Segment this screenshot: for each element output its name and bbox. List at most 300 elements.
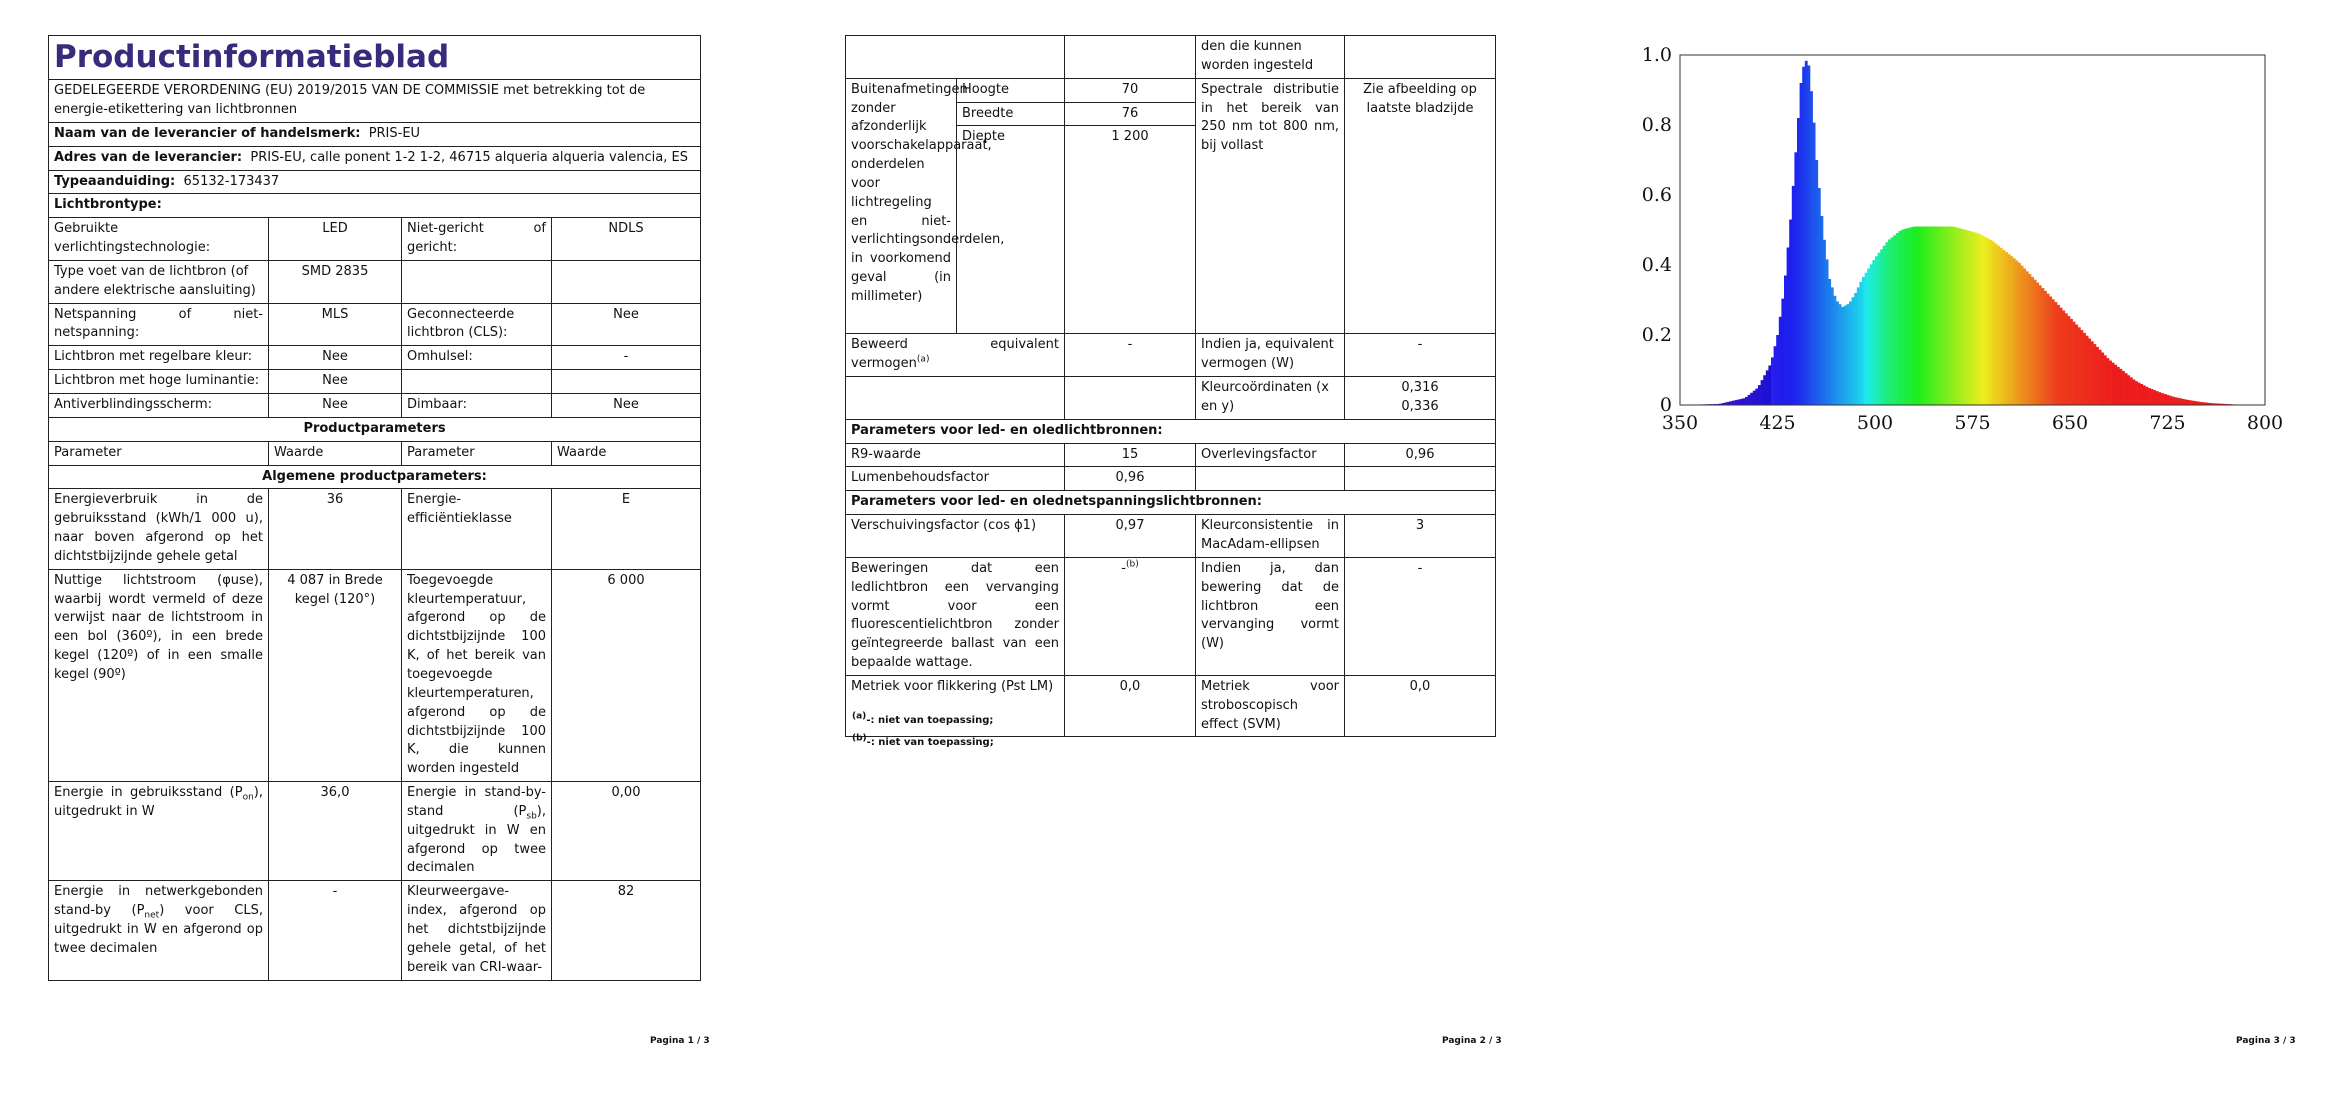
x-tick-label: 650: [2051, 412, 2089, 434]
spectrum-bar: [2117, 367, 2120, 405]
spectrum-bar: [1917, 227, 1920, 406]
spectrum-bar: [1763, 375, 1766, 405]
col-header-value: Waarde: [552, 441, 701, 465]
spectrum-bar: [2179, 398, 2182, 405]
x-tick-label: 725: [2149, 412, 2186, 434]
spectrum-bar: [2104, 355, 2107, 405]
macadam-value: 3: [1345, 515, 1496, 558]
spectrum-bar: [1818, 188, 1821, 405]
spectrum-bar: [1755, 389, 1758, 405]
mains-label: Netspanning of niet-netspanning:: [49, 303, 269, 346]
col-header-value: Waarde: [269, 441, 402, 465]
spectrum-bar: [1839, 304, 1842, 405]
ifyes-value: -: [1345, 334, 1496, 377]
colour-tunable-value: Nee: [269, 346, 402, 370]
spectrum-bar: [1904, 229, 1907, 405]
spectrum-bar: [2028, 274, 2031, 405]
page-1: [0, 0, 745, 1101]
general-params-heading: Algemene productparameters:: [49, 465, 701, 489]
page-number: Pagina 1 / 3: [650, 1036, 710, 1046]
spectrum-bar: [1833, 296, 1836, 405]
empty-cell: [552, 370, 701, 394]
spectrum-bar: [2140, 384, 2143, 405]
flicker-value: 0,0: [1065, 675, 1196, 737]
spectrum-bar: [1935, 227, 1938, 406]
spectrum-bar: [1846, 304, 1849, 405]
footnote-b: $^{(b)}$-: niet van toepassing;: [852, 733, 994, 748]
macadam-label: Kleurconsistentie in MacAdam-ellipsen: [1196, 515, 1345, 558]
spectrum-bar: [1891, 237, 1894, 405]
spectrum-bar: [1930, 227, 1933, 406]
address-row: [49, 146, 701, 170]
antiglare-value: Nee: [269, 394, 402, 418]
x-tick-label: 500: [1856, 412, 1894, 434]
spectrum-bar: [1883, 246, 1886, 405]
cct-value: 6 000: [552, 569, 701, 781]
spectrum-bar: [2023, 269, 2026, 406]
psb-label: Energie in stand-by-stand $(P_{sb})$, uitgedrukt in W en afgerond op twee decimalen: [402, 782, 552, 881]
spectrum-bar: [2119, 369, 2122, 405]
spectrum-bar: [2073, 322, 2076, 405]
spectrum-bar: [2021, 266, 2024, 405]
tech-value: LED: [269, 218, 402, 261]
spectrum-bar: [2005, 252, 2008, 405]
spectrum-bar: [1740, 399, 1743, 405]
spectrum-bar: [2070, 319, 2073, 405]
x-tick-label: 575: [1954, 412, 1991, 434]
model-label: Typeaanduiding:: [54, 173, 176, 189]
spectrum-bar: [2000, 248, 2003, 405]
spectrum-bar: [1880, 249, 1883, 405]
spectrum-bar: [1979, 234, 1982, 405]
replace-ifyes-label: Indien ja, dan bewering dat de lichtbron een vervanging vormt (W): [1196, 557, 1345, 675]
spectrum-bar: [2096, 347, 2099, 405]
spectrum-bar: [1885, 242, 1888, 405]
spectrum-bar: [1748, 395, 1751, 405]
high-luminance-label: Lichtbron met hoge luminantie:: [49, 370, 269, 394]
page-number: Pagina 3 / 3: [2236, 1036, 2296, 1046]
spectrum-bar: [2153, 390, 2156, 405]
spectrum-bar: [2091, 341, 2094, 405]
spectrum-bar: [2169, 396, 2172, 405]
spectrum-bar: [1807, 66, 1810, 406]
spectrum-bar: [1982, 236, 1985, 405]
spectrum-bar: [2125, 373, 2128, 405]
spectrum-bar: [1758, 385, 1761, 405]
replace-ifyes-value: -: [1345, 557, 1496, 675]
connected-value: Nee: [552, 303, 701, 346]
spectrum-bar: [1987, 238, 1990, 405]
spectrum-bar: [2174, 397, 2177, 405]
spectrum-bar: [1831, 287, 1834, 405]
x-tick-label: 350: [1661, 412, 1699, 434]
spectrum-bar: [1992, 242, 1995, 405]
spectrum-bar: [1865, 273, 1868, 405]
spectrum-bar: [1974, 232, 1977, 405]
cri-label: Kleurweergave-index, afgerond op het dichtstbijzijnde gehele getal, of het bereik van CRI-waar-: [402, 881, 552, 981]
spectrum-bar: [1963, 230, 1966, 405]
spectrum-bar: [1956, 228, 1959, 405]
spectrum-bar: [2093, 344, 2096, 405]
spectrum-bar: [2099, 350, 2102, 405]
regulation-text: GEDELEGEERDE VERORDENING (EU) 2019/2015 VAN DE COMMISSIE met betrekking tot de energie-etikettering van lichtbronnen: [49, 80, 701, 123]
spectrum-bar: [1766, 370, 1769, 405]
spectrum-bar: [1867, 269, 1870, 406]
spectrum-bar: [2145, 387, 2148, 405]
spectrum-bar: [1984, 237, 1987, 405]
col-header-param: Parameter: [49, 441, 269, 465]
spectrum-bar: [1872, 260, 1875, 405]
y-tick-label: 0.2: [1641, 324, 1672, 346]
x-tick-label: 800: [2246, 412, 2284, 434]
supplier-row: [49, 122, 701, 146]
spectrum-bar: [1943, 227, 1946, 406]
y-tick-label: 1.0: [1641, 44, 1672, 66]
flux-label: Nuttige lichtstroom (φuse), waarbij wordt vermeld of deze verwijst naar de lichtstroom in een bol (360º), in een brede kegel (120º) of in een smalle kegel (90º): [49, 569, 269, 781]
spectrum-bar: [1914, 227, 1917, 406]
spectrum-bar: [2171, 397, 2174, 405]
spectrum-bar: [2041, 288, 2044, 405]
energy-consumption-label: Energieverbruik in de gebruiksstand (kWh/1 000 u), naar boven afgerond op het dichtstbijzijnde gehele getal: [49, 489, 269, 569]
mains-value: MLS: [269, 303, 402, 346]
spectrum-bar: [2018, 263, 2021, 405]
spectrum-bar: [1971, 232, 1974, 405]
width-label: Breedte: [957, 102, 1065, 126]
spectrum-bar: [2065, 313, 2068, 405]
dimmable-label: Dimbaar:: [402, 394, 552, 418]
spectrum-bar: [1813, 123, 1816, 405]
spectrum-bar: [1953, 227, 1956, 405]
spectrum-bar: [2101, 353, 2104, 406]
spectrum-bar: [1995, 244, 1998, 405]
spectrum-bar: [1753, 391, 1756, 405]
spectrum-bar: [2135, 381, 2138, 405]
directional-value: NDLS: [552, 218, 701, 261]
product-info-table-page-2: [845, 35, 1496, 737]
pon-value: 36,0: [269, 782, 402, 881]
empty-cell: [1065, 377, 1196, 420]
spectrum-bar: [1828, 279, 1831, 405]
empty-cell: [1065, 36, 1196, 79]
lumen-maint-value: 0,96: [1065, 467, 1196, 491]
envelope-value: -: [552, 346, 701, 370]
spectrum-bar: [2182, 399, 2185, 405]
antiglare-label: Antiverblindingsscherm:: [49, 394, 269, 418]
spectrum-bar: [1784, 276, 1787, 406]
spectrum-bar: [1857, 287, 1860, 405]
y-tick-label: 0.4: [1641, 254, 1672, 276]
spectral-distribution-chart: [1635, 40, 2295, 440]
x-tick-label: 425: [1759, 412, 1796, 434]
spectrum-bar: [1800, 83, 1803, 405]
spectrum-bar: [1950, 227, 1953, 406]
spectrum-bar: [2002, 250, 2005, 405]
spectrum-bar: [1961, 229, 1964, 405]
spectrum-bar: [2047, 294, 2050, 405]
empty-cell: [1196, 467, 1345, 491]
survival-value: 0,96: [1345, 443, 1496, 467]
spectrum-bar: [1862, 277, 1865, 405]
spectrum-bar: [1836, 301, 1839, 405]
spectrum-bar: [1737, 399, 1740, 405]
spectrum-bar: [2177, 398, 2180, 405]
spectrum-bar: [1849, 301, 1852, 405]
spectrum-bar: [1844, 306, 1847, 405]
spectrum-bar: [2151, 389, 2154, 405]
spectrum-bar: [2036, 283, 2039, 406]
spectrum-bar: [2197, 402, 2200, 405]
supplier-value: PRIS-EU: [368, 125, 421, 141]
spectral-value: Zie afbeelding op laatste bladzijde: [1345, 78, 1496, 334]
spectrum-bar: [2184, 399, 2187, 405]
spectrum-bar: [1911, 227, 1914, 405]
spectrum-bar: [1852, 297, 1855, 405]
spectrum-bar: [2026, 271, 2029, 405]
spectrum-bar: [1776, 335, 1779, 405]
width-value: 76: [1065, 102, 1196, 126]
spectrum-bar: [2060, 308, 2063, 405]
spectrum-bar: [2078, 327, 2081, 405]
spectrum-bar: [2148, 388, 2151, 405]
spectrum-bar: [1958, 228, 1961, 405]
chroma-label: Kleurcoördinaten (x en y): [1196, 377, 1345, 420]
spectrum-bar: [2106, 358, 2109, 405]
spectrum-bar: [1815, 160, 1818, 405]
spectrum-bar: [2080, 330, 2083, 405]
spectral-label: Spectrale distributie in het bereik van 250 nm tot 800 nm, bij vollast: [1196, 78, 1345, 334]
spectrum-bar: [1927, 227, 1930, 406]
claimed-label: Beweerd equivalent vermogen$^{(a)}$: [846, 334, 1065, 377]
energy-class-value: E: [552, 489, 701, 569]
spectrum-bar: [1859, 282, 1862, 405]
spectrum-bar: [2158, 392, 2161, 405]
spectrum-bar: [1797, 118, 1800, 405]
r9-label: R9-waarde: [846, 443, 1065, 467]
spectrum-bar: [2010, 256, 2013, 405]
spectrum-bar: [2187, 400, 2190, 405]
spectrum-bar: [2190, 400, 2193, 405]
spectrum-bar: [1909, 228, 1912, 405]
spectrum-bar: [1932, 227, 1935, 406]
cap-value: SMD 2835: [269, 260, 402, 303]
spectrum-bar: [1781, 299, 1784, 405]
envelope-label: Omhulsel:: [402, 346, 552, 370]
depth-value: 1 200: [1065, 126, 1196, 334]
spectrum-bar: [1750, 393, 1753, 405]
spectrum-bar: [2156, 391, 2159, 405]
lightsource-type-heading: Lichtbrontype:: [49, 194, 701, 218]
led-params-heading: Parameters voor led- en oledlichtbronnen:: [846, 419, 1496, 443]
empty-cell: [846, 377, 1065, 420]
spectrum-bar: [2161, 393, 2164, 405]
spectrum-bar: [2166, 395, 2169, 405]
colour-tunable-label: Lichtbron met regelbare kleur:: [49, 346, 269, 370]
spectrum-bar: [2086, 336, 2089, 405]
spectrum-bar: [1841, 307, 1844, 405]
y-tick-label: 0: [1659, 394, 1672, 416]
flicker-label: Metriek voor flikkering (Pst LM): [846, 675, 1065, 737]
spectrum-bar: [1945, 227, 1948, 406]
spectrum-bar: [1875, 256, 1878, 405]
spectrum-bar: [1922, 227, 1925, 406]
claimed-value: -: [1065, 334, 1196, 377]
spectrum-bar: [1901, 230, 1904, 405]
model-value: 65132-173437: [183, 173, 280, 189]
col-header-param: Parameter: [402, 441, 552, 465]
lumen-maint-label: Lumenbehoudsfactor: [846, 467, 1065, 491]
spectrum-bar: [1966, 230, 1969, 405]
empty-cell: [402, 260, 552, 303]
energy-class-label: Energie-efficiëntieklasse: [402, 489, 552, 569]
spectrum-bar: [2132, 379, 2135, 405]
spectrum-bar: [1898, 231, 1901, 405]
spectrum-bars: [1688, 61, 2253, 405]
spectrum-bar: [2044, 291, 2047, 405]
spectrum-bar: [1802, 67, 1805, 405]
cap-label: Type voet van de lichtbron (of andere elektrische aansluiting): [49, 260, 269, 303]
replace-value: -$^{(b)}$: [1065, 557, 1196, 675]
address-value: PRIS-EU, calle ponent 1-2 1-2, 46715 alqueria alqueria valencia, ES: [250, 149, 688, 165]
spectrum-bar: [2109, 361, 2112, 405]
spectrum-bar: [2008, 254, 2011, 405]
spectrum-bar: [1989, 240, 1992, 405]
replace-label: Beweringen dat een ledlichtbron een vervanging vormt voor een fluorescentielichtbron zonder geïntegreerde ballast van een bepaalde wattage.: [846, 557, 1065, 675]
spectrum-bar: [1924, 227, 1927, 406]
model-row: [49, 170, 701, 194]
spectrum-bar: [2015, 260, 2018, 405]
spectrum-bar: [2088, 339, 2091, 406]
survival-label: Overlevingsfactor: [1196, 443, 1345, 467]
spectrum-bar: [2031, 277, 2034, 405]
supplier-label: Naam van de leverancier of handelsmerk:: [54, 125, 361, 141]
psb-value: 0,00: [552, 782, 701, 881]
spectrum-bar: [2057, 305, 2060, 405]
spectrum-bar: [1779, 317, 1782, 405]
displacement-value: 0,97: [1065, 515, 1196, 558]
spectrum-bar: [1735, 400, 1738, 405]
spectrum-bar: [1768, 365, 1771, 405]
spectrum-bar: [1937, 227, 1940, 406]
spectrum-bar: [2054, 302, 2057, 405]
mains-led-params-heading: Parameters voor led- en olednetspanningslichtbronnen:: [846, 491, 1496, 515]
spectrum-bar: [1906, 228, 1909, 405]
empty-cell: [1345, 36, 1496, 79]
pnet-value: -: [269, 881, 402, 981]
spectrum-bar: [1761, 380, 1764, 405]
spectrum-bar: [1732, 401, 1735, 405]
r9-value: 15: [1065, 443, 1196, 467]
spectrum-bar: [2164, 394, 2167, 405]
y-tick-label: 0.8: [1641, 114, 1672, 136]
spectrum-bar: [1789, 220, 1792, 406]
dimmable-value: Nee: [552, 394, 701, 418]
directional-label: Niet-gericht of gericht:: [402, 218, 552, 261]
spectrum-bar: [2130, 377, 2133, 405]
spectrum-bar: [2114, 365, 2117, 405]
product-params-heading: Productparameters: [49, 417, 701, 441]
spectrum-bar: [1969, 231, 1972, 405]
flux-value: 4 087 in Brede kegel (120°): [269, 569, 402, 781]
high-luminance-value: Nee: [269, 370, 402, 394]
spectrum-bar: [2083, 333, 2086, 405]
connected-label: Geconnecteerde lichtbron (CLS):: [402, 303, 552, 346]
empty-cell: [1345, 467, 1496, 491]
spectrum-bar: [2143, 385, 2146, 405]
spectrum-bar: [1787, 248, 1790, 406]
spectrum-bar: [1870, 264, 1873, 405]
spectrum-bar: [1774, 346, 1777, 405]
empty-cell: [402, 370, 552, 394]
spectrum-bar: [1940, 227, 1943, 406]
cct-continued-text: den die kunnen worden ingesteld: [1196, 36, 1345, 79]
spectrum-bar: [1823, 240, 1826, 405]
spectrum-bar: [1771, 357, 1774, 405]
chroma-value: 0,316 0,336: [1345, 377, 1496, 420]
spectrum-bar: [2138, 383, 2141, 405]
product-info-table-page-1: [48, 35, 701, 981]
document-title: Productinformatieblad: [49, 36, 701, 80]
height-value: 70: [1065, 78, 1196, 102]
spectrum-bar: [2075, 325, 2078, 406]
empty-cell: [552, 260, 701, 303]
cct-label: Toegevoegde kleurtemperatuur, afgerond op de dichtstbijzijnde 100 K, of het bereik van toegevoegde kleurtemperaturen, afgerond op de dichtstbijzijnde 100 K, die kunnen worden ingesteld: [402, 569, 552, 781]
displacement-label: Verschuivingsfactor (cos ϕ1): [846, 515, 1065, 558]
pon-label: Energie in gebruiksstand $(P_{on})$, uitgedrukt in W: [49, 782, 269, 881]
spectrum-bar: [1854, 293, 1857, 405]
spectrum-bar: [2013, 258, 2016, 405]
dims-label: Buitenafmetingen zonder afzonderlijk voorschakelapparaat, onderdelen voor lichtregeling en niet-verlichtingsonderdelen, in voorkomend geval (in millimeter): [846, 78, 957, 334]
spectrum-bar: [2062, 311, 2065, 406]
spectrum-bar: [1919, 227, 1922, 406]
spectrum-bar: [2039, 285, 2042, 405]
spectrum-bar: [1878, 253, 1881, 405]
spectrum-bar: [1729, 401, 1732, 405]
spectrum-bar: [2067, 316, 2070, 405]
address-label: Adres van de leverancier:: [54, 149, 243, 165]
spectrum-bar: [1745, 397, 1748, 405]
spectrum-bar: [1820, 216, 1823, 405]
empty-cell: [846, 36, 1065, 79]
cri-value: 82: [552, 881, 701, 981]
footnote-a: $^{(a)}$-: niet van toepassing;: [852, 711, 994, 726]
depth-label: Diepte: [957, 126, 1065, 334]
spectrum-bar: [2122, 371, 2125, 405]
spectrum-bar: [1826, 259, 1829, 405]
pnet-label: Energie in netwerkgebonden stand-by $(P_{net})$ voor CLS, uitgedrukt in W en afgerond op twee decimalen: [49, 881, 269, 981]
spectrum-bar: [2052, 299, 2055, 405]
spectrum-bar: [1896, 233, 1899, 405]
spectrum-bar: [1810, 91, 1813, 405]
ifyes-label: Indien ja, equivalent vermogen (W): [1196, 334, 1345, 377]
spectrum-bar: [2034, 280, 2037, 405]
height-label: Hoogte: [957, 78, 1065, 102]
tech-label: Gebruikte verlichtingstechnologie:: [49, 218, 269, 261]
footnotes: [852, 710, 994, 754]
energy-consumption-value: 36: [269, 489, 402, 569]
spectrum-bar: [1893, 235, 1896, 405]
spectrum-bar: [2112, 363, 2115, 405]
page-number: Pagina 2 / 3: [1442, 1036, 1502, 1046]
svm-value: 0,0: [1345, 675, 1496, 737]
svm-label: Metriek voor stroboscopisch effect (SVM): [1196, 675, 1345, 737]
y-tick-label: 0.6: [1641, 184, 1672, 206]
spectrum-bar: [2195, 401, 2198, 405]
spectrum-bar: [2192, 401, 2195, 405]
spectrum-bar: [1948, 227, 1951, 406]
spectrum-bar: [1805, 61, 1808, 405]
spectrum-bar: [1976, 233, 1979, 405]
spectrum-bar: [2049, 297, 2052, 406]
